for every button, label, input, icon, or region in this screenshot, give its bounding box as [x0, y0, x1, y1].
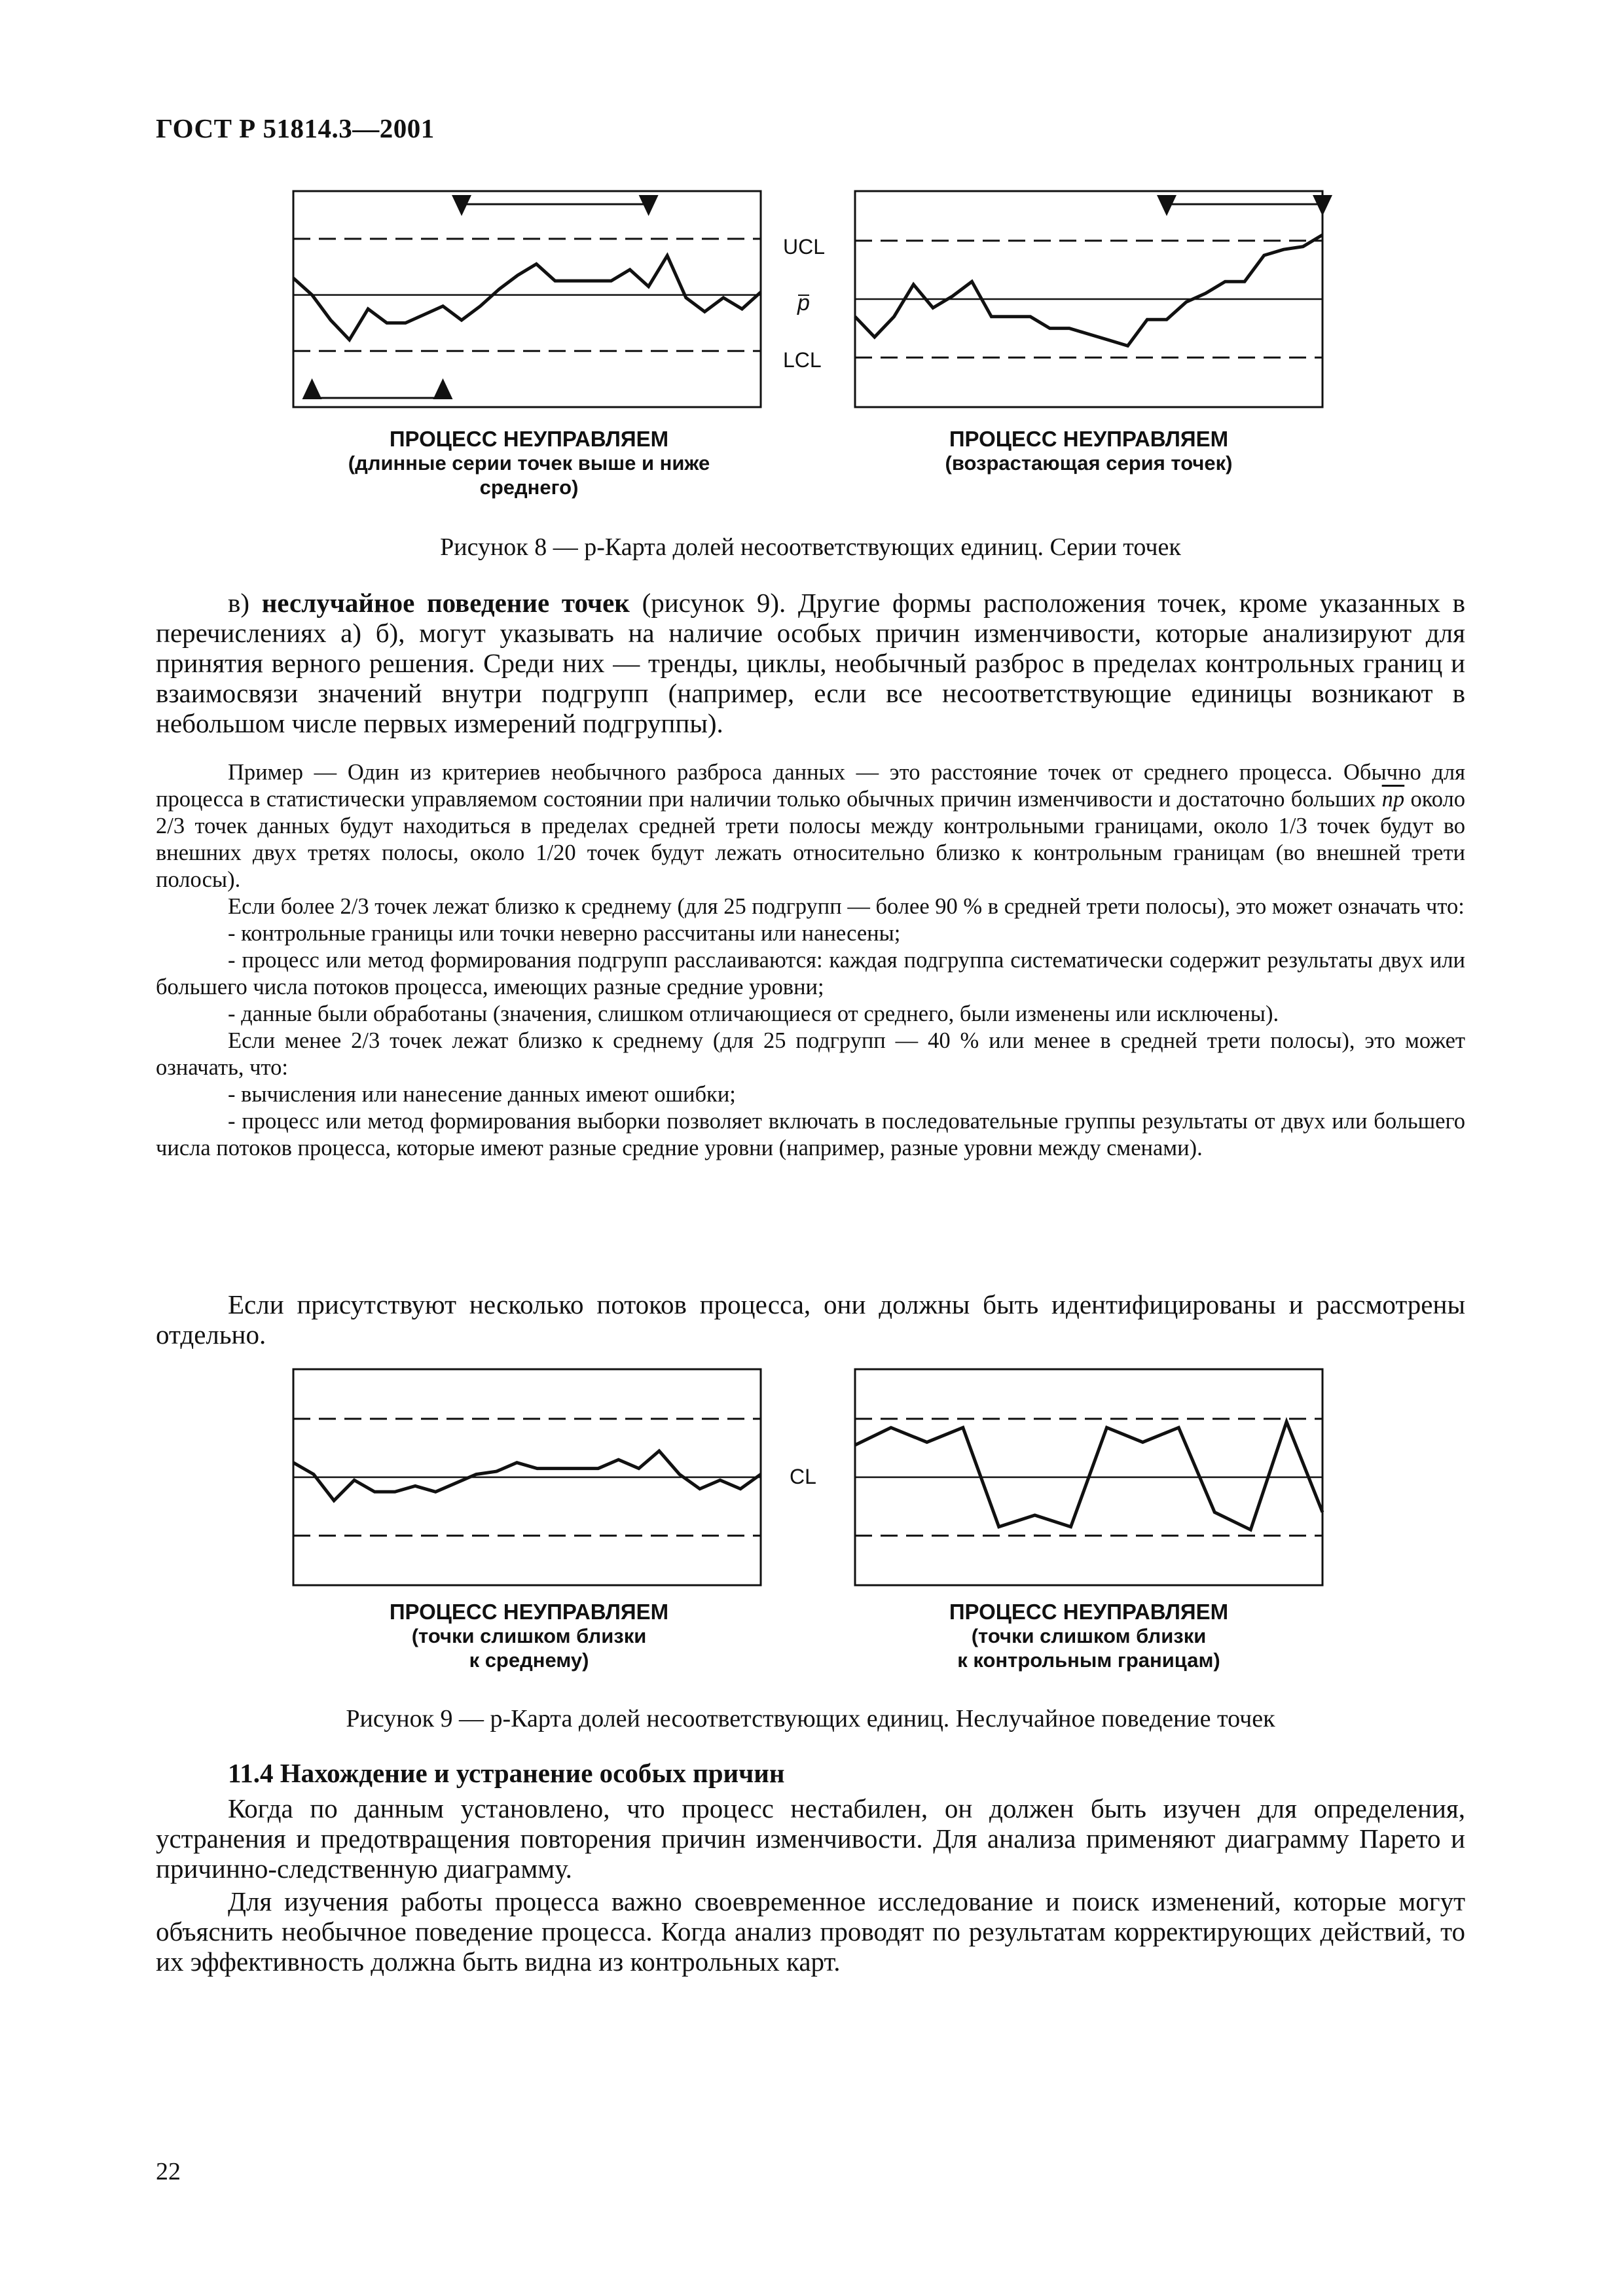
run-marker-down-triangle — [1157, 195, 1176, 216]
example-item: - контрольные границы или точки неверно рассчитаны или нанесены; — [228, 921, 901, 946]
chart-close-to-mean — [293, 1369, 761, 1585]
chart-svg — [855, 191, 1322, 407]
chart-close-to-limits — [855, 1369, 1322, 1585]
example-p1-b: около 2/3 точек данных будут находиться в пределах средней трети полосы между контрольными границами, около 1/3 точек будут во внешних двух третях полосы, около 1/20 точек будут лежать относительно близко к контрольным границам (во внешней трети полосы). — [156, 787, 1465, 892]
fig8-left-caption — [293, 427, 765, 499]
fig9-left-sub2: к среднему) — [469, 1649, 589, 1672]
fig8-right-sub1: (возрастающая серия точек) — [945, 452, 1233, 475]
fig9-right-sub2: к контрольным границам) — [957, 1649, 1220, 1672]
example-paragraph-3: Если менее 2/3 точек лежат близко к среднему (для 25 подгрупп — 40 % или менее в средней трети полосы), это может означать, что: — [156, 1028, 1465, 1080]
example-p1-a: Пример — Один из критериев необычного разброса данных — это расстояние точек от среднего процесса. Обычно для процесса в статистически управляемом состоянии при наличии только обычных причин изменчивости и достаточно больших — [156, 760, 1465, 812]
paragraph-streams: Если присутствуют несколько потоков процесса, они должны быть идентифицированы и рассмотрены отдельно. — [156, 1289, 1465, 1350]
section-title: 11.4 Нахождение и устранение особых причин — [228, 1758, 785, 1788]
chart-increasing-run — [855, 191, 1322, 407]
fig9-right-title: ПРОЦЕСС НЕУПРАВЛЯЕМ — [949, 1600, 1229, 1624]
example-np: $\overline{np}$ — [1381, 787, 1405, 812]
data-series-line — [293, 256, 761, 340]
section-paragraph-1: Когда по данным установлено, что процесс нестабилен, он должен быть изучен для определения, устранения и предотвращения повторения причин изменчивости. Для анализа применяют диаграмму Парето и причинно-следственную диаграмму. — [156, 1793, 1465, 1884]
section-paragraph-2: Для изучения работы процесса важно своевременное исследование и поиск изменений, которые могут объяснить необычное поведение процесса. Когда анализ проводят по результатам корректирующих действий, то их эффективность должна быть видна из контрольных карт. — [156, 1886, 1465, 1977]
paragraph-v-prefix: в) — [228, 588, 262, 618]
fig8-left-sub2: среднего) — [479, 476, 579, 499]
example-item: - процесс или метод формирования выборки позволяет включать в последовательные группы результаты от двух или большего числа потоков процесса, которые имеют разные средние уровни (например, разные уровни между сменами). — [156, 1109, 1465, 1160]
chart-svg — [855, 1369, 1322, 1585]
run-marker-up-triangle — [302, 378, 322, 399]
example-item: - вычисления или нанесение данных имеют ошибки; — [228, 1082, 736, 1107]
chart-frame — [293, 191, 761, 407]
fig8-left-sub1: (длинные серии точек выше и ниже — [348, 452, 710, 475]
figure-8-caption: Рисунок 8 — p-Карта долей несоответствующих единиц. Серии точек — [440, 533, 1181, 561]
chart-svg — [293, 191, 761, 407]
paragraph-v-bold: неслучайное поведение точек — [261, 588, 630, 618]
chart-svg — [293, 1369, 761, 1585]
lcl-label: LCL — [783, 348, 822, 372]
fig9-left-title: ПРОЦЕСС НЕУПРАВЛЯЕМ — [389, 1600, 669, 1624]
document-header: ГОСТ Р 51814.3—2001 — [156, 113, 435, 143]
example-paragraph-1 — [156, 759, 1465, 893]
fig8-right-title: ПРОЦЕСС НЕУПРАВЛЯЕМ — [949, 427, 1229, 451]
fig9-left-sub1: (точки слишком близки — [411, 1624, 647, 1647]
fig8-left-title: ПРОЦЕСС НЕУПРАВЛЯЕМ — [389, 427, 669, 451]
example-paragraph-2: Если более 2/3 точек лежат близко к среднему (для 25 подгрупп — более 90 % в средней трети полосы), это может означать что: — [228, 894, 1465, 919]
mean-p-label: p — [797, 291, 810, 315]
data-series-line — [855, 235, 1322, 346]
chart-long-runs — [293, 191, 761, 407]
example-item: - процесс или метод формирования подгрупп расслаиваются: каждая подгруппа систематически содержит результаты двух или большего числа потоков процесса, имеющих разные средние уровни; — [156, 948, 1465, 999]
ucl-label: UCL — [783, 235, 826, 259]
figure-9-caption: Рисунок 9 — p-Карта долей несоответствующих единиц. Неслучайное поведение точек — [346, 1705, 1275, 1732]
fig9-right-caption — [855, 1600, 1322, 1672]
fig9-right-sub1: (точки слишком близки — [971, 1624, 1207, 1647]
example-block — [156, 759, 1465, 1162]
data-series-line — [293, 1451, 761, 1501]
page-number: 22 — [156, 2158, 181, 2185]
run-marker-up-triangle — [433, 378, 452, 399]
run-marker-down-triangle — [639, 195, 659, 216]
run-marker-down-triangle — [1313, 195, 1332, 216]
fig9-left-caption — [293, 1600, 765, 1672]
fig8-right-caption — [855, 427, 1322, 475]
data-series-line — [855, 1422, 1322, 1530]
paragraph-v — [156, 588, 1465, 738]
example-item: - данные были обработаны (значения, слишком отличающиеся от среднего, были изменены или исключены). — [228, 1001, 1279, 1026]
paragraph-v-text: (рисунок 9). Другие формы расположения точек, кроме указанных в перечислениях а) б), могут указывать на наличие особых причин изменчивости, которые анализируют для принятия верного решения. Среди них — тренды, циклы, необычный разброс в пределах контрольных границ и взаимосвязи значений внутри подгрупп (например, если все несоответствующие единицы возникают в небольшом числе первых измерений подгруппы). — [156, 588, 1465, 738]
cl-label: CL — [790, 1465, 816, 1488]
run-marker-down-triangle — [452, 195, 471, 216]
